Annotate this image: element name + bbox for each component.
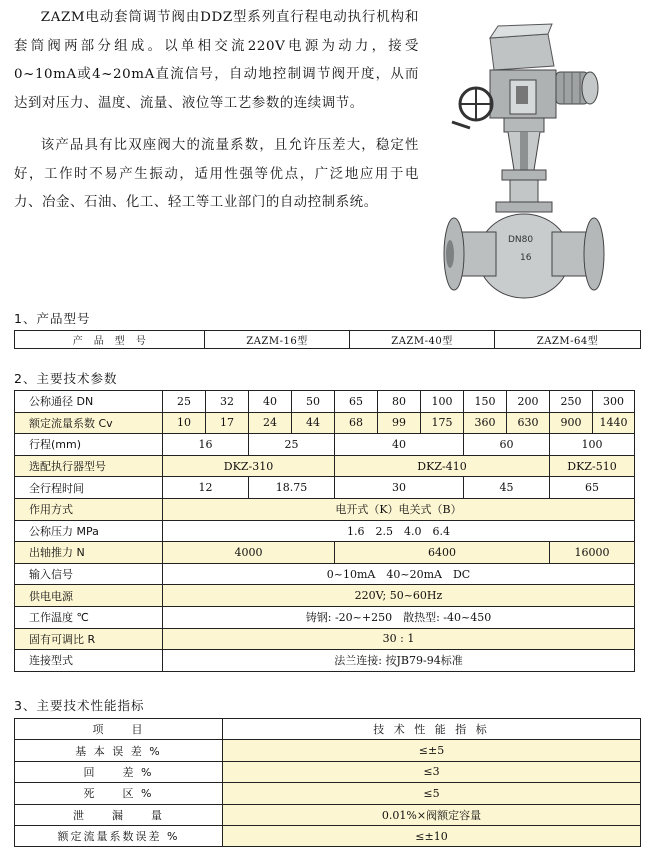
cell: 16000 [550,542,635,564]
section3-title: 3、主要技术性能指标 [14,698,145,713]
valve-dn-mark: DN80 [508,235,534,245]
cell: 铸钢: -20~+250 散热型: -40~450 [163,606,635,628]
item: 额定流量系数误差 % [15,825,223,846]
table-row [15,719,641,740]
value: ≤3 [223,761,641,782]
row-label: 行程(mm) [15,434,163,456]
table-row [15,520,635,542]
cell: 1440 [593,412,635,434]
cell: 100 [550,434,635,456]
cell: 60 [464,434,550,456]
header-value: 技 术 性 能 指 标 [223,719,641,740]
table-row [15,477,635,499]
cell: 45 [464,477,550,499]
header-item: 项 目 [15,719,223,740]
row-label: 工作温度 ℃ [15,606,163,628]
table-row [15,434,635,456]
row-label: 供电电源 [15,585,163,607]
cell: 900 [550,412,593,434]
cell: DKZ-410 [335,455,550,477]
table-row [15,412,635,434]
item: 基 本 误 差 % [15,740,223,761]
row-label: 额定流量系数 Cv [15,412,163,434]
value: ≤5 [223,783,641,804]
table-row [15,761,641,782]
item: 死 区 % [15,783,223,804]
tech-params-table [14,390,635,672]
intro-text [14,4,419,232]
cell: 25 [249,434,335,456]
section2-title: 2、主要技术参数 [14,371,118,386]
table-row [15,331,641,349]
row-label: 输入信号 [15,563,163,585]
valve-pn-mark: 16 [520,253,532,263]
performance-table [14,718,641,847]
section1-title: 1、产品型号 [14,311,91,326]
cell: 40 [249,391,292,413]
cell: 150 [464,391,507,413]
model-16: ZAZM-16型 [205,331,350,349]
value: ≤±5 [223,740,641,761]
cell: 18.75 [249,477,335,499]
cell: DKZ-510 [550,455,635,477]
cell: 220V; 50~60Hz [163,585,635,607]
table-row [15,825,641,846]
cell: 65 [550,477,635,499]
cell: 30 : 1 [163,628,635,650]
table-row [15,740,641,761]
cell: 44 [292,412,335,434]
cell: 法兰连接: 按JB79-94标准 [163,650,635,672]
cell: 80 [378,391,421,413]
cell: 100 [421,391,464,413]
electric-sleeve-valve-image [430,20,605,305]
table-row [15,606,635,628]
cell: 24 [249,412,292,434]
cell: 250 [550,391,593,413]
cell: 40 [335,434,464,456]
value: 0.01%×阀额定容量 [223,804,641,825]
table-row [15,563,635,585]
cell: 10 [163,412,206,434]
cell: 32 [206,391,249,413]
cell: 30 [335,477,464,499]
cell: 360 [464,412,507,434]
cell: 630 [507,412,550,434]
value: ≤±10 [223,825,641,846]
row-label: 公称通径 DN [15,391,163,413]
row-label: 连接型式 [15,650,163,672]
cell: 25 [163,391,206,413]
cell: DKZ-310 [163,455,335,477]
cell: 65 [335,391,378,413]
cell: 200 [507,391,550,413]
table-row [15,783,641,804]
cell: 99 [378,412,421,434]
cell: 4000 [163,542,335,564]
cell: 17 [206,412,249,434]
cell: 电开式（K）电关式（B） [163,498,635,520]
row-label: 选配执行器型号 [15,455,163,477]
row-label: 固有可调比 R [15,628,163,650]
table-row [15,650,635,672]
cell: 0~10mA 40~20mA DC [163,563,635,585]
row-label: 出轴推力 N [15,542,163,564]
table-row [15,585,635,607]
item: 泄 漏 量 [15,804,223,825]
product-model-table [14,330,641,349]
table-row [15,542,635,564]
table-row [15,498,635,520]
cell: 300 [593,391,635,413]
cell: 6400 [335,542,550,564]
model-40: ZAZM-40型 [350,331,495,349]
cell: 12 [163,477,249,499]
item: 回 差 % [15,761,223,782]
cell: 175 [421,412,464,434]
row-label: 作用方式 [15,498,163,520]
table-row [15,391,635,413]
table-row [15,455,635,477]
row-label: 全行程时间 [15,477,163,499]
cell: 68 [335,412,378,434]
cell: 16 [163,434,249,456]
intro-paragraph-2: 该产品具有比双座阀大的流量系数，且允许压差大，稳定性好，工作时不易产生振动，适用性强等优点，广泛地应用于电力、冶金、石油、化工、轻工等工业部门的自动控制系统。 [14,138,419,210]
intro-paragraph-1: ZAZM电动套筒调节阀由DDZ型系列直行程电动执行机构和套筒阀两部分组成。以单相交流220V电源为动力，接受0~10mA或4~20mA直流信号，自动地控制调节阀开度，从而达到对压力、温度、流量、液位等工艺参数的连续调节。 [14,10,419,111]
cell: 50 [292,391,335,413]
model-label: 产 品 型 号 [15,331,205,349]
table-row [15,804,641,825]
cell: 1.6 2.5 4.0 6.4 [163,520,635,542]
row-label: 公称压力 MPa [15,520,163,542]
table-row [15,628,635,650]
model-64: ZAZM-64型 [495,331,641,349]
